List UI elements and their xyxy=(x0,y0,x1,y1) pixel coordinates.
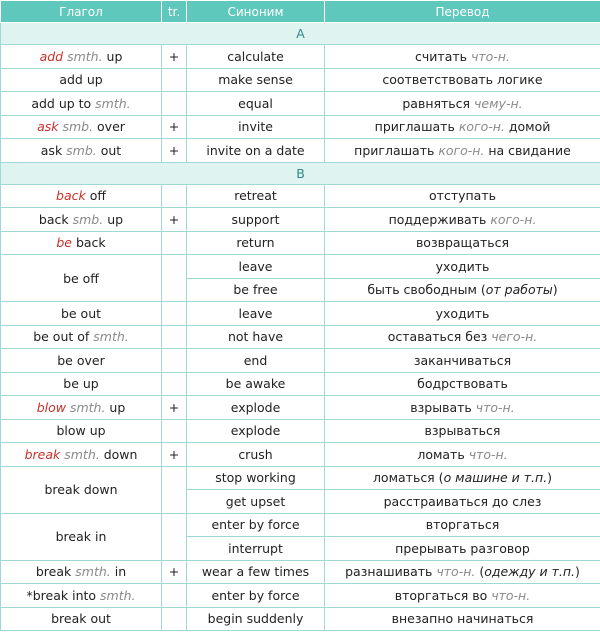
section-row-a xyxy=(1,23,600,45)
table-row xyxy=(1,184,600,208)
translation-cell xyxy=(325,92,600,116)
verb-cell: break out xyxy=(1,607,162,631)
section-label: A xyxy=(1,23,600,45)
verb-object: smth. xyxy=(63,48,103,64)
translation-cell xyxy=(325,278,600,302)
verb-particle: up xyxy=(103,211,124,227)
verb-part: ask xyxy=(37,119,59,135)
verb-object: smb. xyxy=(72,211,104,227)
verb-cell xyxy=(1,184,162,208)
tr-cell: + xyxy=(162,115,187,139)
table-row xyxy=(1,68,600,92)
table-row xyxy=(1,325,600,349)
verb-cell xyxy=(1,584,162,608)
translation-note: что-н. xyxy=(436,564,476,580)
verb-part: add xyxy=(39,48,64,64)
verb-cell xyxy=(1,325,162,349)
translation-text: приглашать xyxy=(354,142,439,158)
translation-cell xyxy=(325,584,600,608)
verb-cell xyxy=(1,560,162,584)
tr-cell xyxy=(162,419,187,443)
verb-object: smth. xyxy=(65,399,106,415)
translation-note: чего-н. xyxy=(491,329,538,345)
verb-part: back xyxy=(56,188,86,204)
table-row xyxy=(1,302,600,326)
verb-cell: blow up xyxy=(1,419,162,443)
table-row xyxy=(1,92,600,116)
tr-cell: + xyxy=(162,396,187,420)
translation-cell xyxy=(325,396,600,420)
tr-cell xyxy=(162,231,187,255)
verb-text: be out of xyxy=(33,329,94,345)
verb-particle: up xyxy=(105,399,126,415)
verb-part: be xyxy=(56,235,72,251)
translation-text: быть свободным ( xyxy=(367,282,486,298)
verb-cell xyxy=(1,115,162,139)
verb-particle: up xyxy=(102,48,123,64)
table-row xyxy=(1,396,600,420)
verb-text: break xyxy=(35,564,76,580)
synonym-cell: support xyxy=(187,208,325,232)
verb-cell: add up xyxy=(1,68,162,92)
translation-text: домой xyxy=(504,119,551,135)
verb-cell xyxy=(1,92,162,116)
synonym-cell: get upset xyxy=(187,490,325,514)
translation-cell: отступать xyxy=(325,184,600,208)
tr-cell xyxy=(162,466,187,513)
translation-text: ) xyxy=(552,282,558,298)
synonym-cell: stop working xyxy=(187,466,325,490)
section-label: B xyxy=(1,162,600,184)
translation-cell xyxy=(325,443,600,467)
tr-cell xyxy=(162,513,187,560)
synonym-cell: explode xyxy=(187,419,325,443)
tr-cell: + xyxy=(162,443,187,467)
table-row xyxy=(1,419,600,443)
table-row xyxy=(1,208,600,232)
synonym-cell: invite on a date xyxy=(187,139,325,163)
translation-text: разнашивать xyxy=(345,564,437,580)
verb-text: ask xyxy=(40,142,67,158)
translation-cell: взрываться xyxy=(325,419,600,443)
table-row xyxy=(1,349,600,373)
verb-particle: down xyxy=(99,446,138,462)
tr-cell xyxy=(162,325,187,349)
translation-text: равняться xyxy=(402,95,475,111)
translation-cell: вторгаться xyxy=(325,513,600,537)
verb-cell: be over xyxy=(1,349,162,373)
verb-object: smth. xyxy=(75,564,111,580)
translation-text: считать xyxy=(415,48,471,64)
translation-cell: уходить xyxy=(325,255,600,279)
verb-cell: break in xyxy=(1,513,162,560)
tr-cell xyxy=(162,92,187,116)
translation-note: что-н. xyxy=(470,48,510,64)
translation-text: ) xyxy=(575,564,580,580)
synonym-cell: interrupt xyxy=(187,537,325,561)
verb-particle: off xyxy=(85,188,106,204)
synonym-cell: be free xyxy=(187,278,325,302)
verb-particle: in xyxy=(110,564,127,580)
translation-cell xyxy=(325,325,600,349)
verb-cell xyxy=(1,208,162,232)
translation-text: ломаться ( xyxy=(372,470,444,486)
verb-cell xyxy=(1,231,162,255)
synonym-cell: calculate xyxy=(187,45,325,69)
translation-cell: уходить xyxy=(325,302,600,326)
translation-text: ломать xyxy=(417,446,469,462)
table-row xyxy=(1,560,600,584)
synonym-cell: invite xyxy=(187,115,325,139)
translation-cell: внезапно начинаться xyxy=(325,607,600,631)
tr-cell xyxy=(162,184,187,208)
header-verb: Глагол xyxy=(1,1,162,23)
verb-text: add up to xyxy=(31,95,96,111)
table-row xyxy=(1,255,600,279)
translation-note: от работы xyxy=(485,282,553,298)
translation-cell xyxy=(325,560,600,584)
translation-note: что-н. xyxy=(468,446,508,462)
tr-cell xyxy=(162,349,187,373)
table-row xyxy=(1,45,600,69)
verb-object: smb. xyxy=(58,119,94,135)
tr-cell xyxy=(162,68,187,92)
verb-cell xyxy=(1,396,162,420)
verb-object: smth. xyxy=(95,95,131,111)
translation-cell xyxy=(325,139,600,163)
synonym-cell: leave xyxy=(187,302,325,326)
verb-object: smth. xyxy=(93,329,129,345)
translation-cell: бодрствовать xyxy=(325,372,600,396)
translation-cell xyxy=(325,45,600,69)
translation-note: что-н. xyxy=(491,587,531,603)
synonym-cell: begin suddenly xyxy=(187,607,325,631)
tr-cell xyxy=(162,255,187,302)
section-row-b xyxy=(1,162,600,184)
translation-text: приглашать xyxy=(374,119,459,135)
tr-cell: + xyxy=(162,45,187,69)
table-row xyxy=(1,513,600,537)
table-row xyxy=(1,584,600,608)
translation-text: ) xyxy=(547,470,553,486)
verb-particle: over xyxy=(93,119,125,135)
translation-cell xyxy=(325,466,600,490)
translation-note: кого-н. xyxy=(438,142,485,158)
table-row xyxy=(1,372,600,396)
tr-cell xyxy=(162,302,187,326)
tr-cell xyxy=(162,584,187,608)
tr-cell xyxy=(162,372,187,396)
verb-cell: break down xyxy=(1,466,162,513)
translation-cell: расстраиваться до слез xyxy=(325,490,600,514)
verb-text: back xyxy=(38,211,73,227)
verb-cell xyxy=(1,443,162,467)
table-row xyxy=(1,115,600,139)
table-row xyxy=(1,231,600,255)
synonym-cell: make sense xyxy=(187,68,325,92)
translation-note: кого-н. xyxy=(490,211,537,227)
translation-text: вторгаться во xyxy=(394,587,492,603)
synonym-cell: equal xyxy=(187,92,325,116)
verb-part: blow xyxy=(36,399,66,415)
synonym-cell: enter by force xyxy=(187,584,325,608)
translation-note: что-н. xyxy=(475,399,515,415)
translation-note: о машине и т.п. xyxy=(443,470,548,486)
verb-object: smb. xyxy=(66,142,97,158)
verb-part: break xyxy=(24,446,61,462)
synonym-cell: not have xyxy=(187,325,325,349)
verb-cell: be out xyxy=(1,302,162,326)
header-row xyxy=(1,1,600,23)
translation-cell xyxy=(325,115,600,139)
synonym-cell: end xyxy=(187,349,325,373)
header-tr: tr. xyxy=(162,1,187,23)
translation-note: одежду и т.п. xyxy=(484,564,575,580)
tr-cell: + xyxy=(162,208,187,232)
synonym-cell: enter by force xyxy=(187,513,325,537)
verb-cell: be off xyxy=(1,255,162,302)
header-translation: Перевод xyxy=(325,1,600,23)
translation-note: чему-н. xyxy=(474,95,523,111)
verb-cell xyxy=(1,45,162,69)
verb-particle: back xyxy=(71,235,106,251)
table-row xyxy=(1,466,600,490)
table-row xyxy=(1,139,600,163)
synonym-cell: retreat xyxy=(187,184,325,208)
tr-cell: + xyxy=(162,139,187,163)
translation-note: кого-н. xyxy=(458,119,505,135)
synonym-cell: explode xyxy=(187,396,325,420)
synonym-cell: be awake xyxy=(187,372,325,396)
header-synonym: Синоним xyxy=(187,1,325,23)
synonym-cell: leave xyxy=(187,255,325,279)
verb-particle: out xyxy=(96,142,122,158)
verb-text: *break into xyxy=(26,587,101,603)
translation-cell: возвращаться xyxy=(325,231,600,255)
tr-cell: + xyxy=(162,560,187,584)
translation-text: на свидание xyxy=(484,142,571,158)
translation-text: взрывать xyxy=(410,399,476,415)
translation-cell: заканчиваться xyxy=(325,349,600,373)
translation-cell: прерывать разговор xyxy=(325,537,600,561)
verb-cell xyxy=(1,139,162,163)
table-row xyxy=(1,443,600,467)
translation-text: оставаться без xyxy=(387,329,492,345)
synonym-cell: crush xyxy=(187,443,325,467)
tr-cell xyxy=(162,607,187,631)
table-row xyxy=(1,607,600,631)
verb-object: smth. xyxy=(60,446,100,462)
translation-cell: соответствовать логике xyxy=(325,68,600,92)
verb-object: smth. xyxy=(100,587,136,603)
translation-text: ( xyxy=(475,564,485,580)
synonym-cell: return xyxy=(187,231,325,255)
verb-cell: be up xyxy=(1,372,162,396)
synonym-cell: wear a few times xyxy=(187,560,325,584)
translation-text: поддерживать xyxy=(388,211,491,227)
translation-cell xyxy=(325,208,600,232)
